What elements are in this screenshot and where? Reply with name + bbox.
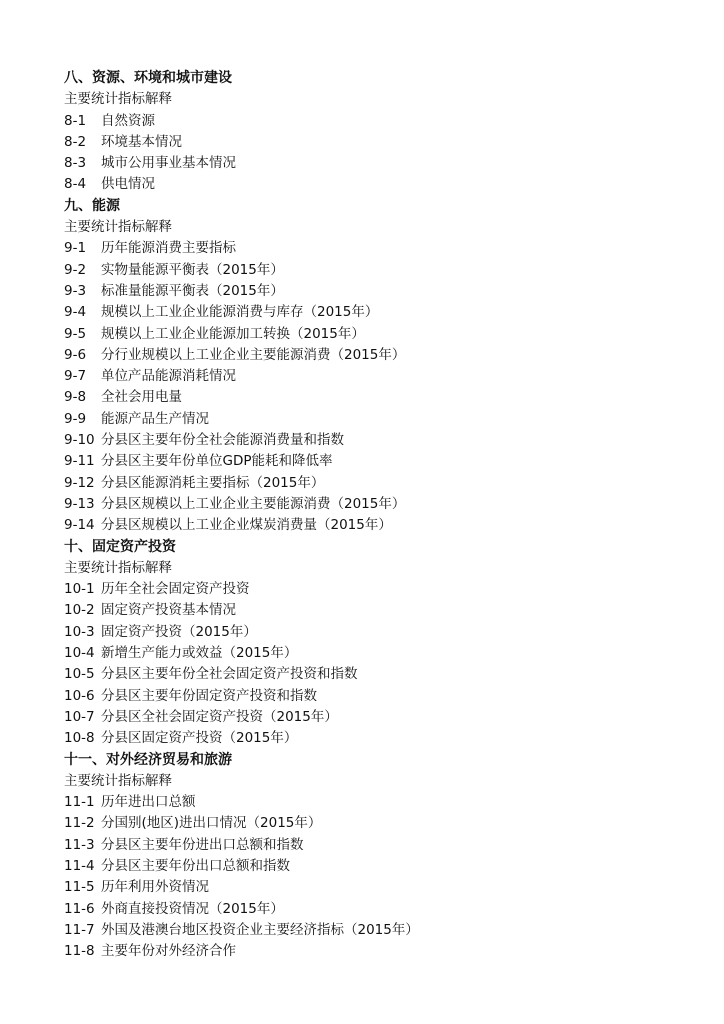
item-number: 8-3 [64, 155, 87, 172]
item-number: 10-6 [64, 687, 95, 704]
list-item [64, 877, 704, 898]
item-number: 9-1 [64, 240, 87, 257]
item-number: 11-6 [64, 900, 95, 917]
item-number: 9-4 [64, 304, 87, 321]
item-number: 11-8 [64, 943, 95, 960]
section-intro-11: 主要统计指标解释 [64, 772, 172, 789]
item-title: 历年能源消费主要指标 [101, 240, 236, 257]
item-number: 9-2 [64, 261, 87, 278]
item-title: 分县区主要年份固定资产投资和指数 [101, 687, 317, 704]
item-title: 分县区全社会固定资产投资（2015年） [101, 708, 338, 725]
section-intro-10: 主要统计指标解释 [64, 559, 172, 576]
item-number: 11-7 [64, 921, 95, 938]
item-title: 环境基本情况 [101, 133, 182, 150]
item-number: 11-2 [64, 815, 95, 832]
list-item [64, 579, 704, 600]
list-item [64, 707, 704, 728]
list-item [64, 430, 704, 451]
item-title: 自然资源 [101, 112, 155, 129]
item-title: 实物量能源平衡表（2015年） [101, 261, 284, 278]
item-title: 能源产品生产情况 [101, 410, 209, 427]
item-title: 全社会用电量 [101, 389, 182, 406]
item-title: 外商直接投资情况（2015年） [101, 900, 284, 917]
list-item [64, 345, 704, 366]
item-number: 10-7 [64, 708, 95, 725]
list-item [64, 792, 704, 813]
item-number: 9-7 [64, 368, 87, 385]
item-title: 供电情况 [101, 176, 155, 193]
list-item [64, 132, 704, 153]
item-title: 分国别(地区)进出口情况（2015年） [101, 815, 322, 832]
list-item [64, 260, 704, 281]
list-item [64, 643, 704, 664]
item-title: 主要年份对外经济合作 [101, 943, 236, 960]
item-number: 9-8 [64, 389, 87, 406]
list-item [64, 600, 704, 621]
item-title: 历年利用外资情况 [101, 879, 209, 896]
item-number: 9-14 [64, 517, 95, 534]
item-number: 8-4 [64, 176, 87, 193]
item-number: 11-1 [64, 794, 95, 811]
list-item [64, 920, 704, 941]
item-number: 9-10 [64, 432, 95, 449]
item-title: 分县区主要年份全社会能源消费量和指数 [101, 432, 344, 449]
item-title: 分县区主要年份进出口总额和指数 [101, 836, 304, 853]
list-item [64, 238, 704, 259]
item-number: 9-9 [64, 410, 87, 427]
section-heading-9: 九、能源 [64, 197, 120, 214]
list-item [64, 387, 704, 408]
section-intro-8: 主要统计指标解释 [64, 91, 172, 108]
item-title: 规模以上工业企业能源消费与库存（2015年） [101, 304, 379, 321]
item-number: 9-11 [64, 453, 95, 470]
item-number: 10-2 [64, 602, 95, 619]
list-item [64, 899, 704, 920]
table-of-contents [64, 68, 704, 962]
item-number: 11-4 [64, 857, 95, 874]
item-title: 历年全社会固定资产投资 [101, 581, 250, 598]
item-number: 10-8 [64, 730, 95, 747]
list-item [64, 451, 704, 472]
item-title: 标准量能源平衡表（2015年） [101, 282, 284, 299]
item-title: 新增生产能力或效益（2015年） [101, 645, 298, 662]
list-item [64, 153, 704, 174]
list-item [64, 409, 704, 430]
list-item [64, 281, 704, 302]
item-number: 8-1 [64, 112, 87, 129]
section-heading-8: 八、资源、环境和城市建设 [64, 70, 232, 86]
item-number: 11-5 [64, 879, 95, 896]
list-item [64, 515, 704, 536]
item-number: 9-6 [64, 346, 87, 363]
section-intro-9: 主要统计指标解释 [64, 219, 172, 236]
list-item [64, 813, 704, 834]
item-title: 城市公用事业基本情况 [101, 155, 236, 172]
item-title: 规模以上工业企业能源加工转换（2015年） [101, 325, 365, 342]
list-item [64, 686, 704, 707]
item-title: 分行业规模以上工业企业主要能源消费（2015年） [101, 346, 406, 363]
item-title: 外国及港澳台地区投资企业主要经济指标（2015年） [101, 921, 419, 938]
item-title: 分县区能源消耗主要指标（2015年） [101, 474, 325, 491]
list-item [64, 366, 704, 387]
list-item [64, 174, 704, 195]
section-heading-10: 十、固定资产投资 [64, 538, 176, 555]
item-title: 历年进出口总额 [101, 794, 196, 811]
item-number: 9-5 [64, 325, 87, 342]
item-title: 分县区主要年份全社会固定资产投资和指数 [101, 666, 358, 683]
item-title: 固定资产投资基本情况 [101, 602, 236, 619]
item-title: 分县区规模以上工业企业主要能源消费（2015年） [101, 495, 406, 512]
list-item [64, 941, 704, 962]
item-title: 固定资产投资（2015年） [101, 623, 257, 640]
item-title: 分县区主要年份出口总额和指数 [101, 857, 290, 874]
item-number: 10-5 [64, 666, 95, 683]
list-item [64, 494, 704, 515]
list-item [64, 728, 704, 749]
section-heading-11: 十一、对外经济贸易和旅游 [64, 751, 232, 768]
item-number: 8-2 [64, 133, 87, 150]
item-number: 9-13 [64, 495, 95, 512]
item-title: 分县区固定资产投资（2015年） [101, 730, 298, 747]
item-number: 9-3 [64, 282, 87, 299]
item-number: 10-1 [64, 581, 95, 598]
list-item [64, 835, 704, 856]
item-number: 10-3 [64, 623, 95, 640]
list-item [64, 324, 704, 345]
item-title: 分县区规模以上工业企业煤炭消费量（2015年） [101, 517, 392, 534]
list-item [64, 111, 704, 132]
item-title: 分县区主要年份单位GDP能耗和降低率 [101, 453, 333, 470]
item-title: 单位产品能源消耗情况 [101, 368, 236, 385]
list-item [64, 856, 704, 877]
item-number: 11-3 [64, 836, 95, 853]
list-item [64, 664, 704, 685]
list-item [64, 302, 704, 323]
list-item [64, 473, 704, 494]
item-number: 10-4 [64, 645, 95, 662]
list-item [64, 622, 704, 643]
item-number: 9-12 [64, 474, 95, 491]
